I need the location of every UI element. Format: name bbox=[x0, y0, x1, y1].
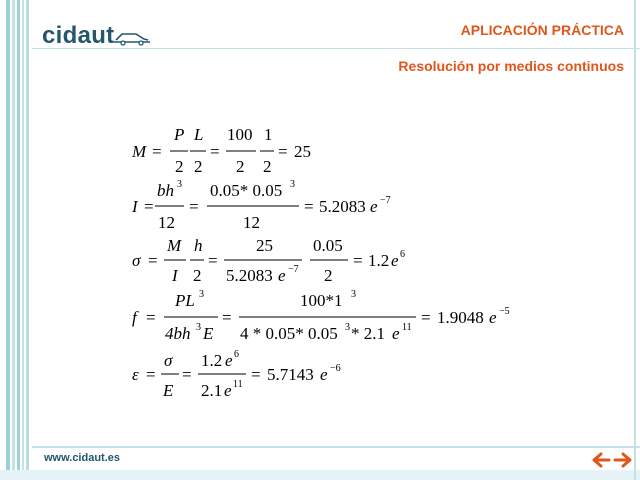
strain-f1-num: σ bbox=[164, 351, 173, 370]
deflection-eq3: = bbox=[421, 308, 431, 327]
deflection-num2: 100*1 bbox=[300, 291, 343, 310]
inertia-eq2: = bbox=[189, 197, 199, 216]
strain-f2-den-exp: 11 bbox=[233, 379, 243, 390]
inertia-lhs: I bbox=[132, 197, 138, 216]
moment-f2-den: 2 bbox=[194, 157, 203, 176]
deflection-den2: 4 * 0.05* 0.05 bbox=[240, 324, 338, 343]
moment-f4-den: 2 bbox=[263, 157, 272, 176]
stress-result-e: e bbox=[391, 251, 399, 270]
inertia-num2: 0.05* 0.05 bbox=[210, 181, 283, 200]
strain-result: 5.7143 bbox=[267, 365, 314, 384]
equation-strain bbox=[132, 349, 341, 400]
inertia-result-exp: −7 bbox=[380, 195, 391, 206]
page-title: APLICACIÓN PRÁCTICA bbox=[460, 22, 624, 38]
cidaut-logo: cidaut bbox=[42, 22, 115, 49]
moment-f3-den: 2 bbox=[236, 157, 245, 176]
moment-f3-num: 100 bbox=[227, 125, 253, 144]
moment-f4-num: 1 bbox=[264, 125, 273, 144]
strain-result-exp: −6 bbox=[330, 363, 341, 374]
equation-moment bbox=[131, 125, 311, 176]
stress-eq1: = bbox=[148, 251, 158, 270]
moment-f2-num: L bbox=[194, 125, 204, 144]
strain-f2-den-e: e bbox=[224, 381, 232, 400]
deflection-den2-e: e bbox=[392, 324, 400, 343]
stress-f1-den: I bbox=[172, 266, 178, 285]
moment-eq3: = bbox=[278, 142, 288, 161]
stress-f4-num: 0.05 bbox=[313, 236, 343, 255]
inertia-result-e: e bbox=[370, 197, 378, 216]
deflection-result: 1.9048 bbox=[437, 308, 484, 327]
deflection-num2-exp: 3 bbox=[351, 289, 356, 300]
deflection-lhs: f bbox=[132, 308, 137, 327]
equation-stress bbox=[132, 236, 405, 285]
inertia-num-exp: 3 bbox=[177, 179, 182, 190]
inertia-eq1: = bbox=[144, 197, 154, 216]
page-subtitle: Resolución por medios continuos bbox=[398, 58, 624, 74]
strain-eq1: = bbox=[146, 365, 156, 384]
deflection-eq2: = bbox=[222, 308, 232, 327]
inertia-num: bh bbox=[157, 181, 174, 200]
moment-f1-den: 2 bbox=[175, 157, 184, 176]
stress-f4-den: 2 bbox=[324, 266, 333, 285]
deflection-den2-tail: * 2.1 bbox=[351, 324, 385, 343]
moment-f1-num: P bbox=[174, 125, 185, 144]
stress-eq2: = bbox=[208, 251, 218, 270]
stress-lhs: σ bbox=[132, 251, 141, 270]
moment-result: 25 bbox=[294, 142, 311, 161]
deflection-result-exp: −5 bbox=[499, 306, 510, 317]
arrow-right-icon[interactable] bbox=[612, 448, 634, 472]
inertia-num2-exp: 3 bbox=[290, 179, 295, 190]
deflection-den2-exp: 3 bbox=[345, 322, 350, 333]
strain-f2-num-exp: 6 bbox=[234, 349, 239, 360]
stress-result: 1.2 bbox=[368, 251, 390, 270]
strain-f2-num: 1.2 bbox=[201, 351, 223, 370]
moment-eq1: = bbox=[152, 142, 162, 161]
inertia-result: 5.2083 bbox=[319, 197, 366, 216]
stress-f3-den-exp: −7 bbox=[288, 264, 299, 275]
strain-result-e: e bbox=[320, 365, 328, 384]
stress-result-exp: 6 bbox=[400, 249, 405, 260]
stress-f2-den: 2 bbox=[193, 266, 202, 285]
equation-deflection bbox=[132, 289, 510, 343]
strain-lhs: ε bbox=[132, 365, 139, 384]
stress-eq3: = bbox=[353, 251, 363, 270]
strain-f1-den: E bbox=[163, 381, 174, 400]
deflection-num-exp: 3 bbox=[199, 289, 204, 300]
equation-inertia bbox=[131, 179, 391, 232]
deflection-eq1: = bbox=[146, 308, 156, 327]
moment-eq2: = bbox=[210, 142, 220, 161]
arrow-left-icon[interactable] bbox=[590, 448, 612, 472]
strain-eq3: = bbox=[251, 365, 261, 384]
inertia-eq3: = bbox=[304, 197, 314, 216]
deflection-den-tail: E bbox=[203, 324, 214, 343]
deflection-den-exp: 3 bbox=[196, 322, 201, 333]
strain-f2-den: 2.1 bbox=[201, 381, 223, 400]
stress-f3-den: 5.2083 bbox=[226, 266, 273, 285]
deflection-den2-tail-exp: 11 bbox=[402, 322, 412, 333]
stress-f3-num: 25 bbox=[256, 236, 273, 255]
inertia-den2: 12 bbox=[243, 213, 260, 232]
deflection-result-e: e bbox=[489, 308, 497, 327]
stress-f1-num: M bbox=[167, 236, 182, 255]
moment-lhs: M bbox=[132, 142, 147, 161]
stress-f2-num: h bbox=[194, 236, 203, 255]
strain-f2-num-e: e bbox=[225, 351, 233, 370]
deflection-num: PL bbox=[175, 291, 195, 310]
deflection-den: 4bh bbox=[165, 324, 191, 343]
footer-url[interactable]: www.cidaut.es bbox=[44, 452, 121, 464]
stress-f3-den-e: e bbox=[278, 266, 286, 285]
inertia-den: 12 bbox=[158, 213, 175, 232]
strain-eq2: = bbox=[182, 365, 192, 384]
